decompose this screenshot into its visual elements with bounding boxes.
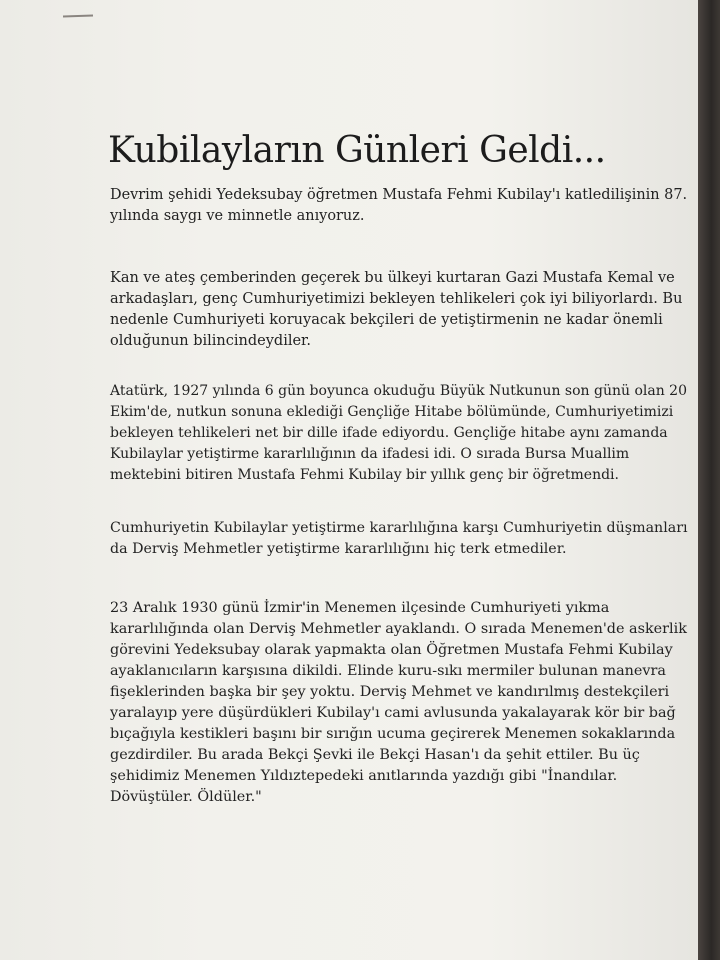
text-line: bekleyen tehlikeleri net bir dille ifade ediyordu. Gençliğe hitabe aynı zamanda [110, 425, 668, 441]
text-line: da Derviş Mehmetler yetiştirme kararlılığını hiç terk etmediler. [110, 541, 567, 557]
paragraph-menemen [110, 598, 687, 808]
text-line: Ekim'de, nutkun sonuna eklediği Gençliğe Hitabe bölümünde, Cumhuriyetimizi [110, 404, 674, 420]
paragraph-intro [110, 185, 687, 227]
text-line: ayaklanıcıların karşısına dikildi. Elinde kuru-sıkı mermiler bulunan manevra [110, 663, 666, 679]
text-line: kararlılığında olan Derviş Mehmetler ayaklandı. O sırada Menemen'de askerlik [110, 621, 687, 637]
text-line: gezdirdiler. Bu arada Bekçi Şevki ile Bekçi Hasan'ı da şehit ettiler. Bu üç [110, 747, 640, 763]
text-line: nedenle Cumhuriyeti koruyacak bekçileri de yetiştirmenin ne kadar önemli [110, 312, 663, 328]
text-line: Kan ve ateş çemberinden geçerek bu ülkeyi kurtaran Gazi Mustafa Kemal ve [110, 270, 675, 286]
paragraph-founders [110, 268, 682, 352]
text-line: mektebini bitiren Mustafa Fehmi Kubilay bir yıllık genç bir öğretmendi. [110, 467, 619, 483]
text-line: şehidimiz Menemen Yıldıztepedeki anıtlarında yazdığı gibi "İnandılar. [110, 768, 618, 784]
text-line: Dövüştüler. Öldüler." [110, 789, 262, 805]
text-line: yaralayıp yere düşürdükleri Kubilay'ı cami avlusunda yakalayarak kör bir bağ [110, 705, 676, 721]
text-line: Cumhuriyetin Kubilaylar yetiştirme kararlılığına karşı Cumhuriyetin düşmanları [110, 520, 688, 536]
text-line: yılında saygı ve minnetle anıyoruz. [110, 208, 365, 224]
background-surface [698, 0, 720, 960]
text-line: olduğunun bilincindeydiler. [110, 333, 312, 349]
text-line: Kubilaylar yetiştirme kararlılığının da ifadesi idi. O sırada Bursa Muallim [110, 446, 630, 462]
text-line: Devrim şehidi Yedeksubay öğretmen Mustafa Fehmi Kubilay'ı katledilişinin 87. [110, 187, 688, 203]
text-line: görevini Yedeksubay olarak yapmakta olan Öğretmen Mustafa Fehmi Kubilay [110, 642, 673, 658]
text-line: 23 Aralık 1930 günü İzmir'in Menemen ilçesinde Cumhuriyeti yıkma [110, 600, 610, 616]
text-line: Atatürk, 1927 yılında 6 gün boyunca okuduğu Büyük Nutkunun son günü olan 20 [110, 383, 687, 399]
text-line: arkadaşları, genç Cumhuriyetimizi bekleyen tehlikeleri çok iyi biliyorlardı. Bu [110, 291, 683, 307]
pen-mark [63, 14, 93, 17]
document-title: Kubilayların Günleri Geldi... [108, 130, 606, 171]
paragraph-enemies [110, 518, 688, 560]
text-line: fişeklerinden başka bir şey yoktu. Derviş Mehmet ve kandırılmış destekçileri [110, 684, 670, 700]
text-line: bıçağıyla kestikleri başını bir sırığın ucuma geçirerek Menemen sokaklarında [110, 726, 676, 742]
paragraph-ataturk [110, 381, 687, 486]
